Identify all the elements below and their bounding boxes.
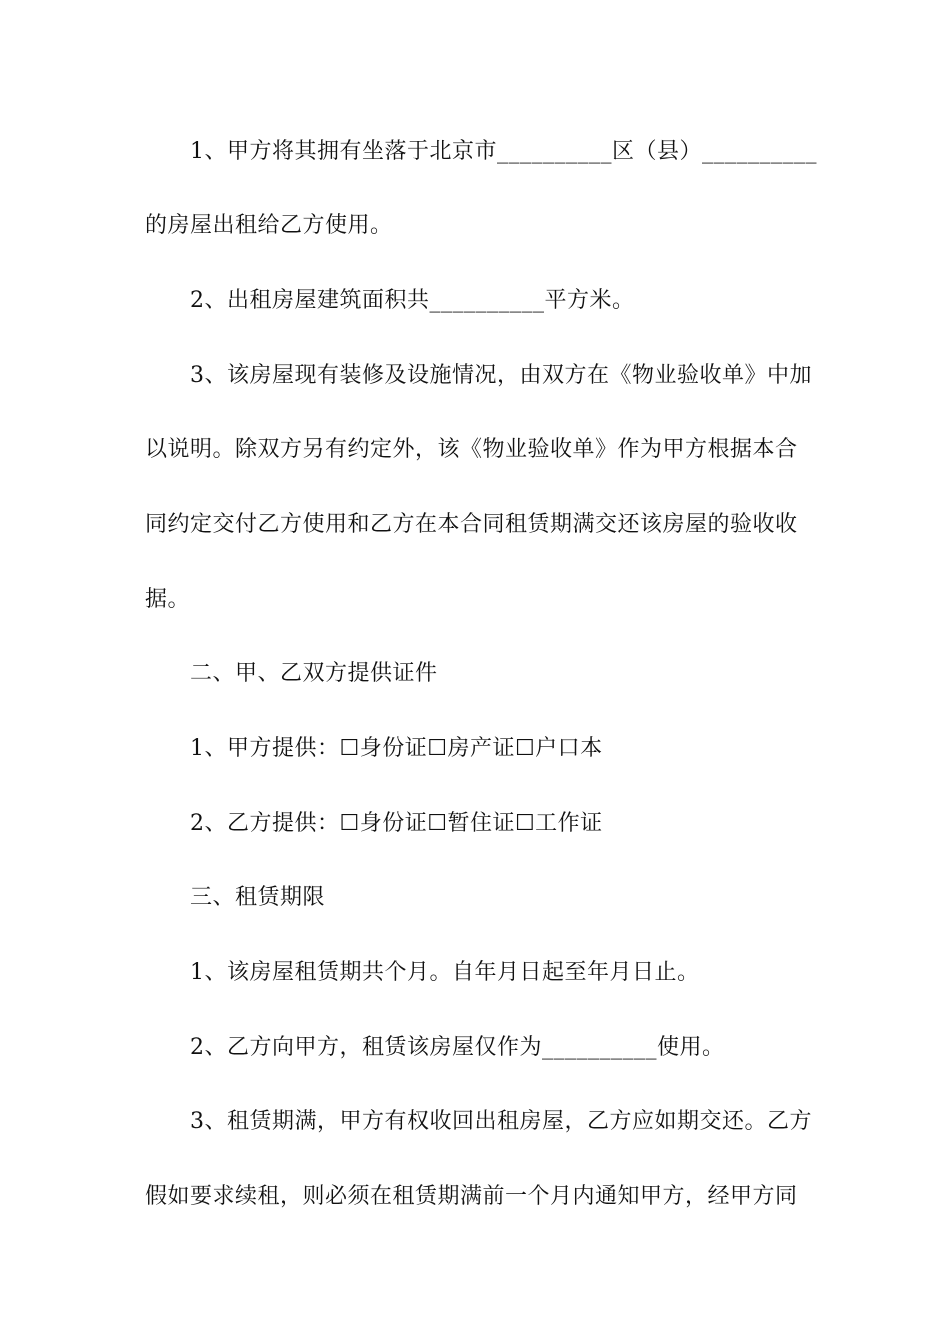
paragraph-line: 据。 <box>145 587 191 612</box>
paragraph-line: 3、租赁期满，甲方有权收回出租房屋，乙方应如期交还。乙方 <box>190 1109 812 1134</box>
paragraph-line: 2、出租房屋建筑面积共__________平方米。 <box>190 288 635 313</box>
section-heading: 二、甲、乙双方提供证件 <box>190 661 438 686</box>
section-heading: 三、租赁期限 <box>190 885 326 910</box>
paragraph-line: 2、乙方向甲方，租赁该房屋仅作为__________使用。 <box>190 1035 725 1060</box>
paragraph-line: 1、甲方将其拥有坐落于北京市__________区（县）__________ <box>190 139 817 164</box>
paragraph-line: 同约定交付乙方使用和乙方在本合同租赁期满交还该房屋的验收收 <box>145 512 798 537</box>
checkbox-line: 1、甲方提供：☐身份证☐房产证☐户口本 <box>190 736 603 761</box>
paragraph-line: 3、该房屋现有装修及设施情况，由双方在《物业验收单》中加 <box>190 363 812 388</box>
paragraph-line: 假如要求续租，则必须在租赁期满前一个月内通知甲方，经甲方同 <box>145 1184 798 1209</box>
paragraph-line: 的房屋出租给乙方使用。 <box>145 213 393 238</box>
paragraph-line: 以说明。除双方另有约定外，该《物业验收单》作为甲方根据本合 <box>145 437 798 462</box>
checkbox-line: 2、乙方提供：☐身份证☐暂住证☐工作证 <box>190 811 603 836</box>
paragraph-line: 1、该房屋租赁期共个月。自年月日起至年月日止。 <box>190 960 700 985</box>
